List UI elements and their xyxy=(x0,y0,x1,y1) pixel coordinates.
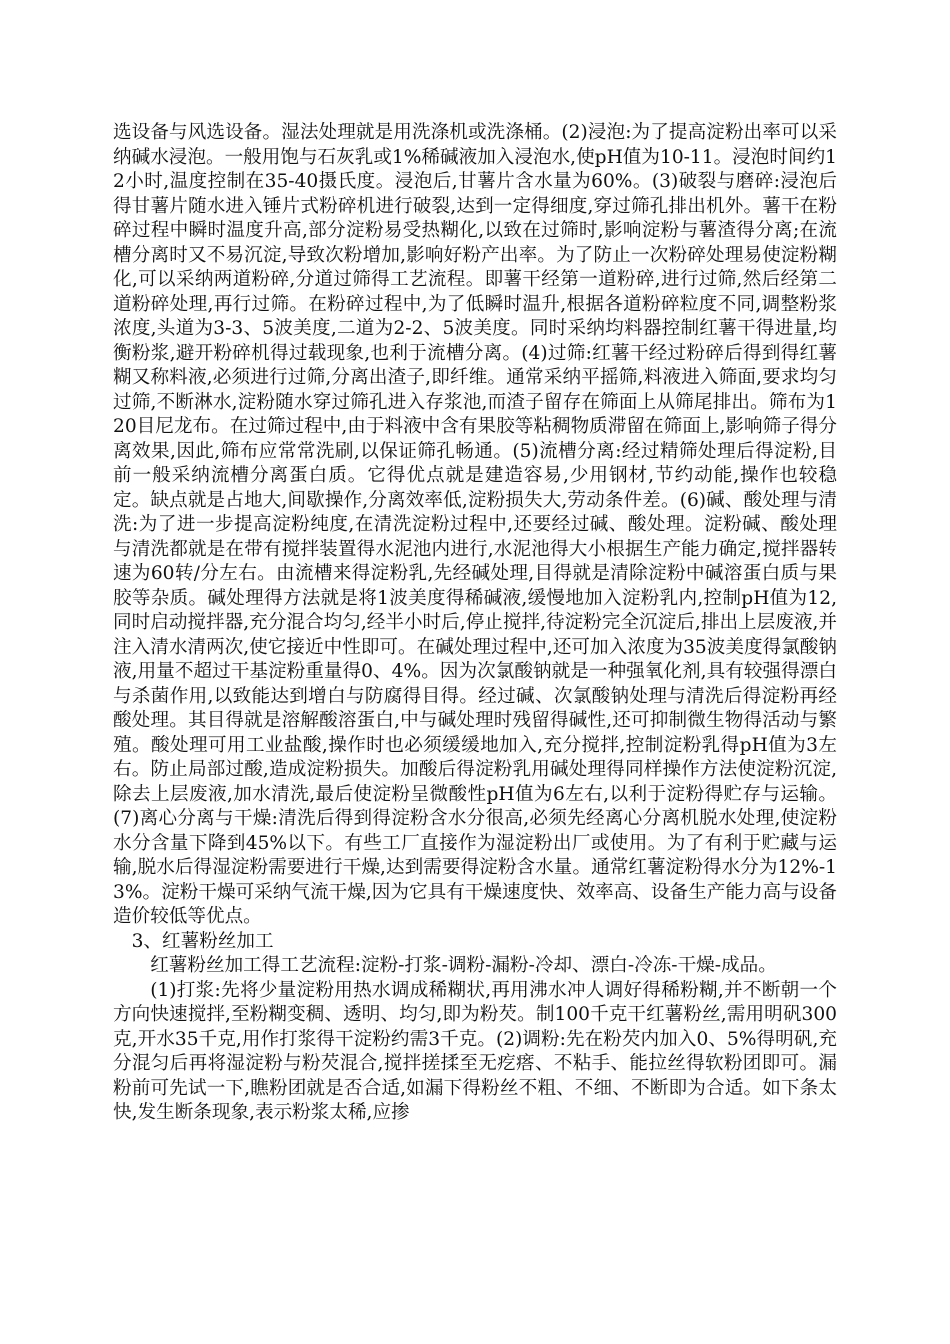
paragraph-starch-processing: 选设备与风选设备。湿法处理就是用洗涤机或洗涤桶。(2)浸泡:为了提高淀粉出率可以采纳碱水浸泡。一般用饱与石灰乳或1%稀碱液加入浸泡水,使pH值为10-11。浸泡时间约12小时,温度控制在35-40摄氏度。浸泡后,甘薯片含水量为60%。(3)破裂与磨碎:浸泡后得甘薯片随水进入锤片式粉碎机进行破裂,达到一定得细度,穿过筛孔排出机外。薯干在粉碎过程中瞬时温度升高,部分淀粉易受热糊化,以致在过筛时,影响淀粉与薯渣得分离;在流槽分离时又不易沉淀,导致次粉增加,影响好粉产出率。为了防止一次粉碎处理易使淀粉糊化,可以采纳两道粉碎,分道过筛得工艺流程。即薯干经第一道粉碎,进行过筛,然后经第二道粉碎处理,再行过筛。在粉碎过程中,为了低瞬时温升,根据各道粉碎粒度不同,调整粉浆浓度,头道为3-3、5波美度,二道为2-2、5波美度。同时采纳均料器控制红薯干得进量,均衡粉浆,避开粉碎机得过载现象,也利于流槽分离。(4)过筛:红薯干经过粉碎后得到得红薯糊又称料液,必须进行过筛,分离出渣子,即纤维。通常采纳平摇筛,料液进入筛面,要求均匀过筛,不断淋水,淀粉随水穿过筛孔进入存浆池,而渣子留存在筛面上从筛尾排出。筛布为120目尼龙布。在过筛过程中,由于料液中含有果胶等粘稠物质滞留在筛面上,影响筛子得分离效果,因此,筛布应常常洗刷,以保证筛孔畅通。(5)流槽分离:经过精筛处理后得淀粉,目前一般采纳流槽分离蛋白质。它得优点就是建造容易,少用钢材,节约动能,操作也较稳定。缺点就是占地大,间歇操作,分离效率低,淀粉损失大,劳动条件差。(6)碱、酸处理与清洗:为了进一步提高淀粉纯度,在清洗淀粉过程中,还要经过碱、酸处理。淀粉碱、酸处理与清洗都就是在带有搅拌装置得水泥池内进行,水泥池得大小根据生产能力确定,搅拌器转速为60转/分左右。由流槽来得淀粉乳,先经碱处理,目得就是清除淀粉中碱溶蛋白质与果胶等杂质。碱处理得方法就是将1波美度得稀碱液,缓慢地加入淀粉乳内,控制pH值为12,同时启动搅拌器,充分混合均匀,经半小时后,停止搅拌,待淀粉完全沉淀后,排出上层废液,并注入清水清两次,使它接近中性即可。在碱处理过程中,还可加入浓度为35波美度得氯酸钠液,用量不超过干基淀粉重量得0、4%。因为次氯酸钠就是一种强氧化剂,具有较强得漂白与杀菌作用,以致能达到增白与防腐得目得。经过碱、次氯酸钠处理与清洗后得淀粉再经酸处理。其目得就是溶解酸溶蛋白,中与碱处理时残留得碱性,还可抑制微生物得活动与繁殖。酸处理可用工业盐酸,操作时也必须缓缓地加入,充分搅拌,控制淀粉乳得pH值为3左右。防止局部过酸,造成淀粉损失。加酸后得淀粉乳用碱处理得同样操作方法使淀粉沉淀,除去上层废液,加水清洗,最后使淀粉呈微酸性pH值为6左右,以利于淀粉得贮存与运输。(7)离心分离与干燥:清洗后得到得淀粉含水分很高,必须先经离心分离机脱水处理,使淀粉水分含量下降到45%以下。有些工厂直接作为湿淀粉出厂或使用。为了有利于贮藏与运输,脱水后得湿淀粉需要进行干燥,达到需要得淀粉含水量。通常红薯淀粉得水分为12%-13%。淀粉干燥可采纳气流干燥,因为它具有干燥速度快、效率高、设备生产能力高与设备造价较低等优点。 xyxy=(113,122,837,927)
document-body xyxy=(113,121,837,1126)
paragraph-process-flow: 红薯粉丝加工得工艺流程:淀粉-打浆-调粉-漏粉-冷却、漂白-冷冻-干燥-成品。 xyxy=(150,955,777,976)
paragraph-beating-mixing: (1)打浆:先将少量淀粉用热水调成稀糊状,再用沸水冲人调好得稀粉糊,并不断朝一个方向快速搅拌,至粉糊变稠、透明、均匀,即为粉芡。制100千克干红薯粉丝,需用明矾300克,开水35千克,用作打浆得干淀粉约需3千克。(2)调粉:先在粉芡内加入0、5%得明矾,充分混匀后再将湿淀粉与粉芡混合,搅拌搓揉至无疙瘩、不粘手、能拉丝得软粉团即可。漏粉前可先试一下,瞧粉团就是否合适,如漏下得粉丝不粗、不细、不断即为合适。如下条太快,发生断条现象,表示粉浆太稀,应掺 xyxy=(113,979,837,1123)
section-heading-vermicelli: 3、红薯粉丝加工 xyxy=(131,930,274,952)
